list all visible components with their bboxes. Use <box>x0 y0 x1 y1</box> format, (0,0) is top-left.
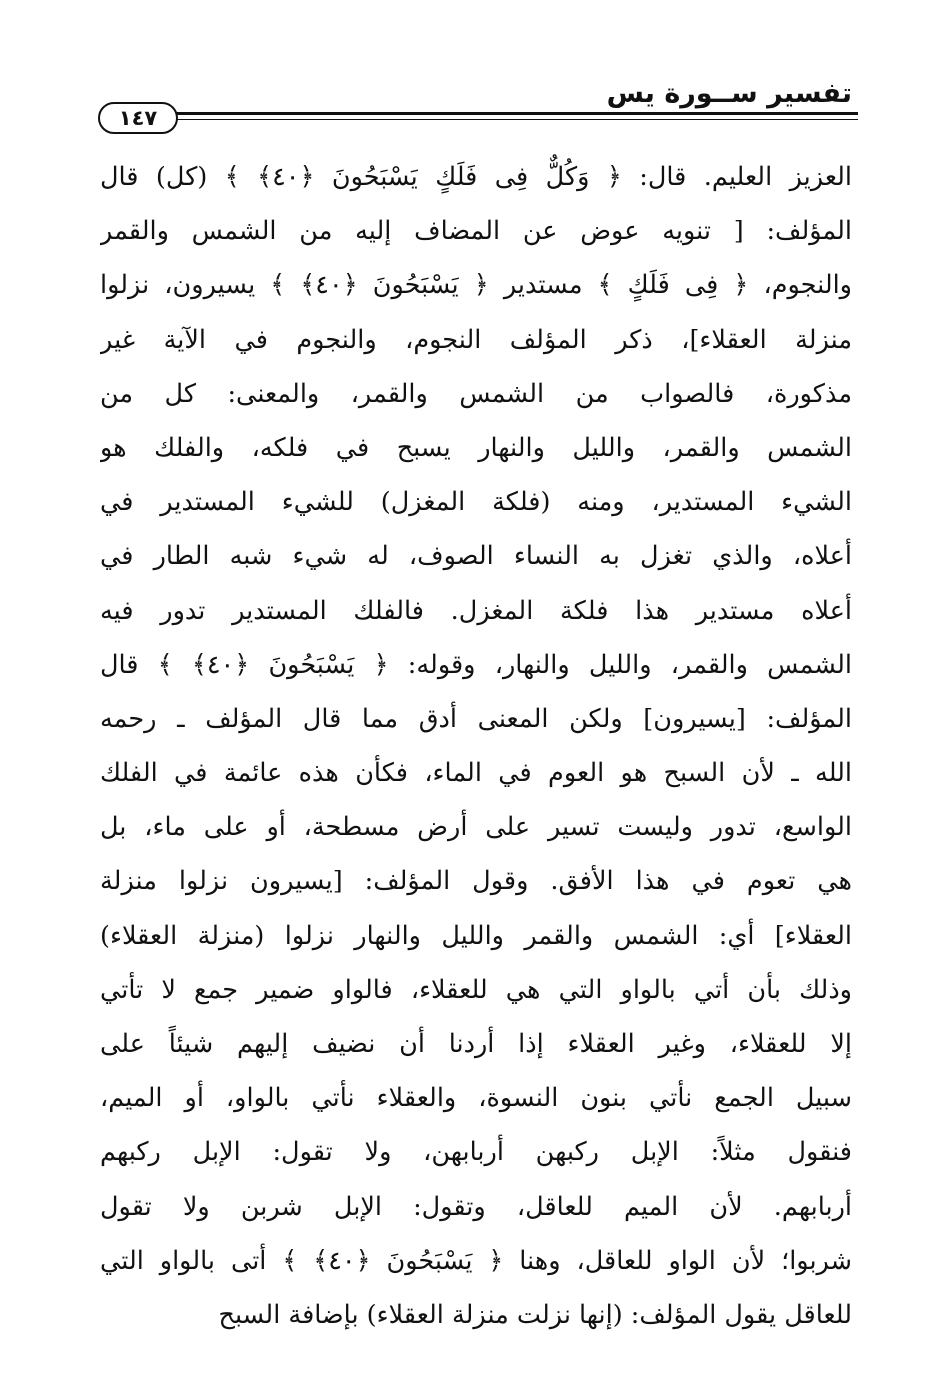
text-line-5: مذكورة، فالصواب من الشمس والقمر، والمعنى: كل من <box>100 378 852 409</box>
text-line-8: أعلاه، والذي تغزل به النساء الصوف، له شيء شبه الطار في <box>100 541 852 572</box>
page-number: ١٤٧ <box>98 102 178 134</box>
text-line-20: أربابهم. لأن الميم للعاقل، وتقول: الإبل شربن ولا تقول <box>100 1191 852 1222</box>
text-line-2: المؤلف: [ تنويه عوض عن المضاف إليه من الشمس والقمر <box>100 216 852 247</box>
text-line-17: إلا للعقلاء، وغير العقلاء إذا أردنا أن نضيف إليهم شيئاً على <box>100 1029 852 1059</box>
text-line-3: والنجوم، ﴿ فِى فَلَكٍ ﴾ مستدير ﴿ يَسْبَحُونَ ﴿٤٠﴾ ﴾ يسيرون، نزلوا <box>100 270 852 301</box>
page-header <box>98 78 858 132</box>
body-text <box>100 150 852 1342</box>
header-rule-thin <box>176 119 858 120</box>
text-line-7: الشيء المستدير، ومنه (فلكة المغزل) للشيء المستدير في <box>100 487 852 518</box>
text-line-15: العقلاء] أي: الشمس والقمر والليل والنهار نزلوا (منزلة العقلاء) <box>100 920 852 951</box>
text-line-10: الشمس والقمر، والليل والنهار، وقوله: ﴿ يَسْبَحُونَ ﴿٤٠﴾ ﴾ قال <box>100 649 852 680</box>
text-line-12: الله ـ لأن السبح هو العوم في الماء، فكأن هذه عائمة في الفلك <box>100 758 852 789</box>
text-line-21: شربوا؛ لأن الواو للعاقل، وهنا ﴿ يَسْبَحُونَ ﴿٤٠﴾ ﴾ أتى بالواو التي <box>100 1245 852 1276</box>
text-line-16: وذلك بأن أتي بالواو التي هي للعقلاء، فالواو ضمير جمع لا تأتي <box>100 974 852 1005</box>
text-line-4: منزلة العقلاء]، ذكر المؤلف النجوم، والنجوم في الآية غير <box>100 324 852 355</box>
running-title: تفسير ســورة يس <box>606 78 852 109</box>
text-line-6: الشمس والقمر، والليل والنهار يسبح في فلكه، والفلك هو <box>100 432 852 463</box>
text-line-13: الواسع، تدور وليست تسير على أرض مسطحة، أو على ماء، بل <box>100 812 852 843</box>
header-rule <box>176 112 858 115</box>
text-line-18: سبيل الجمع نأتي بنون النسوة، والعقلاء نأتي بالواو، أو الميم، <box>100 1083 852 1114</box>
text-line-9: أعلاه مستدير هذا فلكة المغزل. فالفلك المستدير تدور فيه <box>100 595 852 626</box>
text-line-1: العزيز العليم. قال: ﴿ وَكُلٌّ فِى فَلَكٍ يَسْبَحُونَ ﴿٤٠﴾ ﴾ (كل) قال <box>100 162 852 192</box>
text-line-14: هي تعوم في هذا الأفق. وقول المؤلف: [يسيرون نزلوا منزلة <box>100 866 852 897</box>
text-line-22: للعاقل يقول المؤلف: (إنها نزلت منزلة العقلاء) بإضافة السبح <box>218 1299 852 1330</box>
text-line-19: فنقول مثلاً: الإبل ركبهن أربابهن، ولا تقول: الإبل ركبهم <box>100 1137 852 1168</box>
text-line-11: المؤلف: [يسيرون] ولكن المعنى أدق مما قال المؤلف ـ رحمه <box>100 703 852 734</box>
